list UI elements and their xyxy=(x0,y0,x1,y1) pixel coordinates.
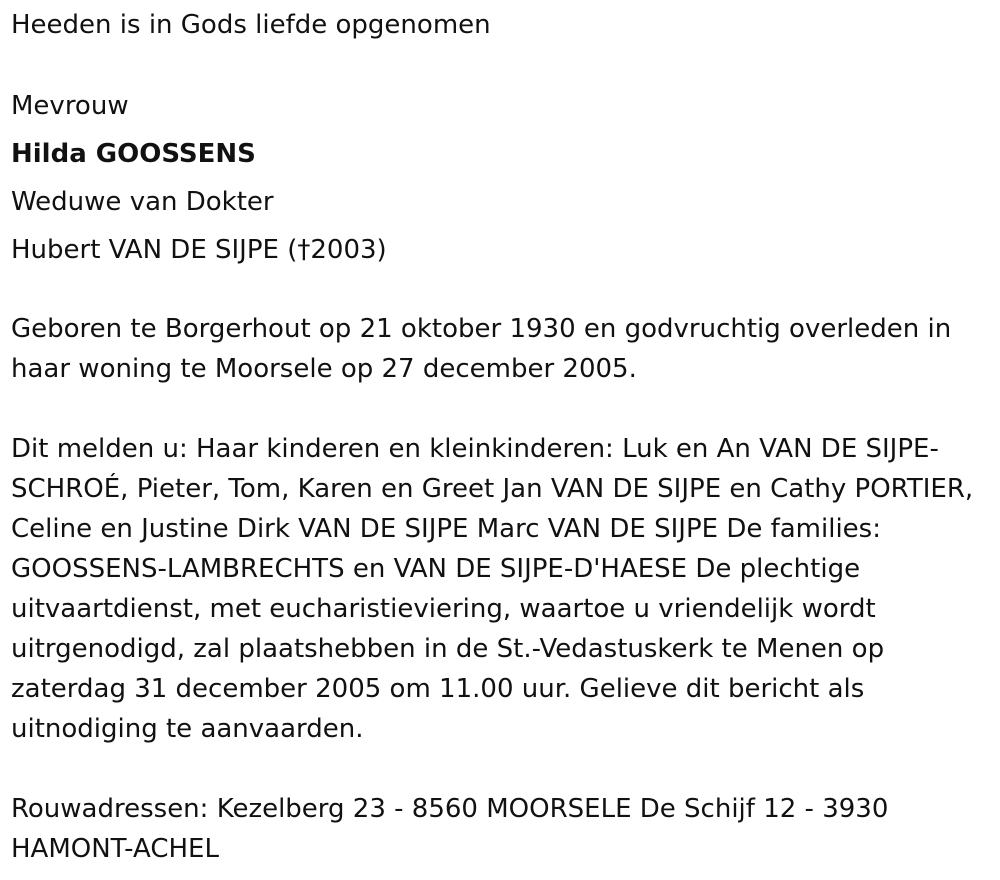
announcement-line: uitrgenodigd, zal plaatshebben in de St.-Vedastuskerk te Menen op xyxy=(11,634,885,664)
announcement-line: Celine en Justine Dirk VAN DE SIJPE Marc VAN DE SIJPE De families: xyxy=(11,514,881,544)
spouse-line: Hubert VAN DE SIJPE (†2003) xyxy=(11,235,387,265)
announcement-line: GOOSSENS-LAMBRECHTS en VAN DE SIJPE-D'HAESE De plechtige xyxy=(11,554,861,584)
birth-death-line: haar woning te Moorsele op 27 december 2005. xyxy=(11,354,637,384)
addresses-paragraph xyxy=(11,789,991,869)
deceased-name: Hilda GOOSSENS xyxy=(11,139,256,169)
title-line: Mevrouw xyxy=(11,91,129,121)
widow-line: Weduwe van Dokter xyxy=(11,187,274,217)
announcement-line: Dit melden u: Haar kinderen en kleinkinderen: Luk en An VAN DE SIJPE- xyxy=(11,434,939,464)
birth-death-paragraph xyxy=(11,309,991,389)
announcement-line: SCHROÉ, Pieter, Tom, Karen en Greet Jan VAN DE SIJPE en Cathy PORTIER, xyxy=(11,474,974,504)
address-line: Rouwadressen: Kezelberg 23 - 8560 MOORSELE De Schijf 12 - 3930 xyxy=(11,794,889,824)
address-line: HAMONT-ACHEL xyxy=(11,834,219,864)
announcement-line: uitvaartdienst, met eucharistieviering, waartoe u vriendelijk wordt xyxy=(11,594,876,624)
announcement-line: uitnodiging te aanvaarden. xyxy=(11,714,364,744)
announcement-line: zaterdag 31 december 2005 om 11.00 uur. Gelieve dit bericht als xyxy=(11,674,865,704)
announcement-paragraph xyxy=(11,429,991,749)
birth-death-line: Geboren te Borgerhout op 21 oktober 1930 en godvruchtig overleden in xyxy=(11,314,952,344)
intro-line: Heeden is in Gods liefde opgenomen xyxy=(11,10,491,40)
